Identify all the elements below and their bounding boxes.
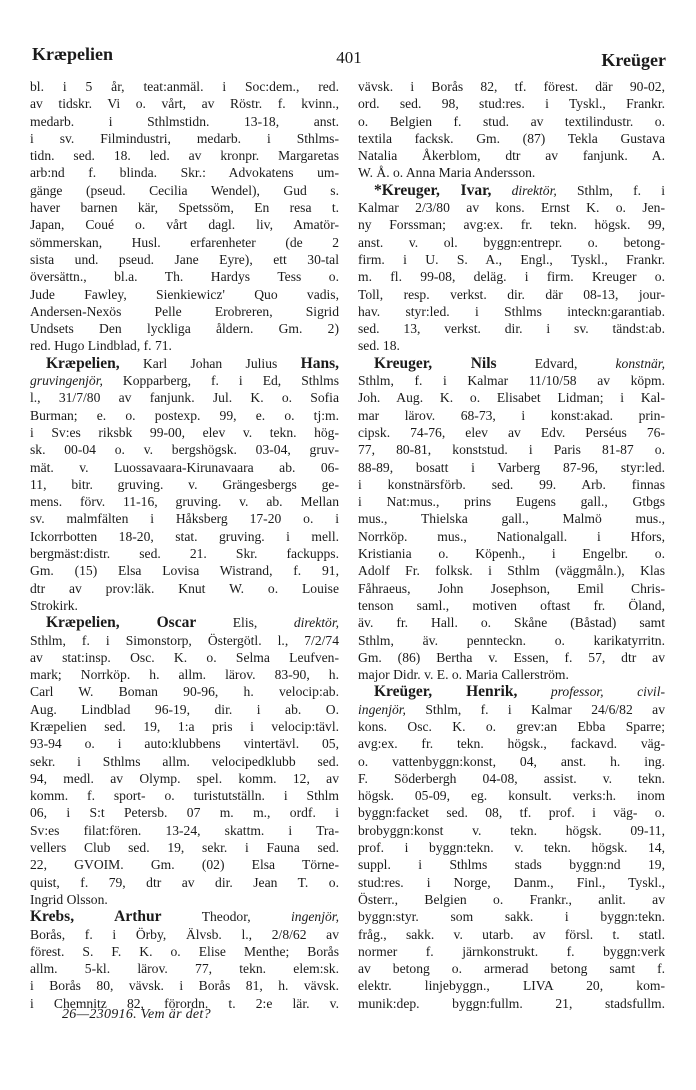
text-line [358,614,665,631]
line-text: Kræpelien sed. 19, 1:a pris i velocip:tävl. [30,718,339,734]
line-text: sista und. pseud. Jane Eyre), ett 30-tal [30,251,339,267]
line-text: äv. fr. Hall. o. Skåne (Båstad) samt [358,615,665,631]
text-line [358,839,665,856]
line-text: komm. f. sport- o. turistutställn. i Sthlm [30,788,339,804]
line-text: anst. v. ol. byggn:entrepr. o. betong- [358,234,665,250]
line-text: ord. sed. 98, stud:res. i Tyskl., Frankr. [358,96,665,112]
text-line [358,960,665,977]
text-line [30,562,339,579]
line-text: Sthlm, f. i Simonstorp, Östergötl. l., 7/2/74 [30,632,339,648]
line-text: haver barnen kär, Spetssöm, En resa t. [30,200,339,216]
line-text: 22, GVOIM. Gm. (02) Elsa Törne- [30,857,339,873]
text-line [30,476,339,493]
text-line [30,164,339,181]
text-line [30,632,339,649]
line-text: quist, f. 79, dtr av dir. Jean T. o. [30,874,339,890]
text-line [358,632,665,649]
line-text: avg:ex. fr. tekn. högsk., fackavd. väg- [358,736,665,752]
line-text: Sthlm, f. i [577,182,665,198]
text-line [358,718,665,735]
text-line [30,735,339,752]
text-line [358,147,665,164]
line-text: 11, bitr. gruving. v. Grängesbergs ge- [30,476,339,492]
line-text: av tidskr. Vi o. vårt, av Röstr. f. kvinn., [30,96,339,112]
line-text: 06, i S:t Petersb. 07 m. m., ordf. i [30,805,339,821]
entry-heading-line [30,355,339,372]
text-line [30,683,339,700]
line-text: textila facksk. Gm. (87) Tekla Gustava [358,130,665,146]
line-text: ny Forssman; avg:ex. fr. tekn. högsk. 99, [358,217,665,233]
occupation: direktör, [293,615,340,631]
text-line [30,787,339,804]
entry-heading-line [358,683,665,700]
line-text: sekr. i Sthlms allm. velocipedklubb sed. [30,753,339,769]
text-line [30,199,339,216]
line-text: Aug. Lindblad 96-19, dir. i ab. O. [30,701,339,717]
text-line [30,666,339,683]
line-text: allm. 5-kl. lärov. 77, tekn. elem:sk. [30,961,339,977]
header-right-term: Kreüger [601,50,666,70]
text-line [30,874,339,891]
text-line [358,597,665,614]
text-line [30,251,339,268]
line-text: prof. i byggn:tekn. v. tekn. högsk. 14, [358,840,665,856]
occupation: direktör, [511,182,557,198]
line-text: cipsk. 74-76, elev av Edv. Perséus 76- [358,424,665,440]
text-line [358,562,665,579]
line-text: förest. S. F. K. o. Elise Menthe; Borås [30,943,339,959]
line-text: byggn:facket sed. 08, tf. prof. i väg- o. [358,805,665,821]
text-line [358,216,665,233]
line-text: vävsk. i Borås 82, tf. förest. där 90-02, [358,79,665,94]
text-line [358,787,665,804]
text-line [358,649,665,666]
line-text: Burman; e. o. postexp. 99, e. o. tj:m. [30,407,339,423]
line-text: bergmäst:distr. sed. 21. Skr. fackupps. [30,546,339,562]
line-text: vellers Club sed. 19, sekr. i Fauna sed. [30,840,339,856]
line-text: Norrköp. mus., Nationalgall. i Hfors, [358,528,665,544]
line-text: Carl W. Boman 90-96, h. velocip:ab. [30,684,339,700]
text-line [30,320,339,337]
text-line [30,113,339,130]
line-text: Sthlm, äv. pennteckn. o. karikatyrritn. [358,632,665,648]
text-line [358,701,665,718]
text-line [30,407,339,424]
line-text: fråg., sakk. v. utarb. av försl. t. statl. [358,926,665,942]
line-text: tenson saml., motiven oftast fr. Öland, [358,597,665,613]
text-line [358,735,665,752]
line-text: Karl Johan Julius [142,355,278,371]
text-line [358,459,665,476]
line-text: kons. Osc. K. o. grev:an Ebba Sparre; [358,718,665,734]
line-text: Gm. (86) Bertha v. Essen, f. 57, dtr av [358,649,665,665]
line-text: Borås, f. i Örby, Älvsb. l., 2/8/62 av [30,926,339,942]
text-line [358,337,665,354]
text-line [358,78,665,95]
text-line [30,804,339,821]
line-text: hav. styr:led. i Sthlms inteckn:garantiab. [358,303,665,319]
line-text: 94, medl. av Olymp. spel. komm. 12, av [30,770,339,786]
text-line [358,407,665,424]
line-text: Gm. (15) Elsa Lovisa Wistrand, f. 91, [30,563,339,579]
entry-name: Kræpelien, [46,354,120,372]
line-text: mark; Norrköp. h. allm. lärov. 83-90, h. [30,667,339,683]
entry-given-name: Hans, [300,354,339,372]
line-text: sed. 13, verkst. dir. i sv. tändst:ab. [358,321,665,337]
text-line [30,459,339,476]
line-text: arb:nd f. blinda. Skr.: Advokatens um- [30,165,339,181]
line-text: i Borås 80, vävsk. i Borås 81, h. vävsk. [30,978,339,994]
line-text: Kristiania o. Köpenh., i Engelbr. o. [358,546,665,562]
text-line [30,95,339,112]
text-line [30,545,339,562]
text-line [358,995,665,1012]
line-text: Ingrid Olsson. [30,891,108,907]
text-line [358,164,665,181]
text-line [358,822,665,839]
text-line [30,337,339,354]
line-text: Joh. Aug. K. o. Elisabet Lidman; i Kal- [358,390,665,406]
entry-name: Kræpelien, Oscar [46,614,197,632]
text-line [358,268,665,285]
line-text: dtr av prov:läk. Knut W. o. Louise [30,580,339,596]
occupation: ingenjör, [291,909,339,925]
text-line [358,891,665,908]
line-text: bl. i 5 år, teat:anmäl. i Soc:dem., red. [30,79,339,94]
text-line [30,943,339,960]
line-text: Strokirk. [30,597,78,613]
line-text: elektr. linjebyggn., LIVA 20, kom- [358,978,665,994]
line-text: normer f. järnkonstrukt. f. byggn:verk [358,943,665,959]
text-line [358,303,665,320]
text-line [358,770,665,787]
text-line [30,597,339,614]
text-line [358,424,665,441]
text-line [30,493,339,510]
text-line [358,320,665,337]
line-text: Edvard, [534,355,578,371]
entry-name: Krebs, Arthur [30,908,162,926]
text-line [30,268,339,285]
line-text: mus., Thielska gall., Malmö mus., [358,511,665,527]
line-text: Natalia Åkerblom, dtr av fanjunk. A. [358,148,665,164]
text-line [358,372,665,389]
text-line [358,943,665,960]
line-text: Ickorrbotten 18-20, stat. gruving. i mell. [30,528,339,544]
line-text: Toll, resp. verkst. dir. där 08-13, jour- [358,286,665,302]
line-text: Kopparberg, f. i Ed, Sthlms [122,373,339,389]
text-line [30,580,339,597]
occupation: professor, civil- [550,684,665,700]
text-line [358,113,665,130]
line-text: mät. v. Luossavaara-Kirunavaara ab. 06- [30,459,339,475]
text-line [30,856,339,873]
line-text: o. vattenbyggn:konst, 04, anst. h. ing. [358,753,665,769]
text-line [358,856,665,873]
line-text: i konstnärsförb. sed. 99. Arb. finnas [358,476,665,492]
entry-heading-line [30,908,339,925]
text-line [358,908,665,925]
text-line [358,804,665,821]
header-left-term: Kræpelien [32,44,113,64]
text-line [358,874,665,891]
line-text: översättn., bl.a. Th. Hardys Tess o. [30,269,339,285]
line-text: stud:res. i Norge, Danm., Finl., Tyskl., [358,874,665,890]
entry-name: Kreuger, Nils [374,354,497,372]
text-line [358,199,665,216]
entry-name: *Kreuger, Ivar, [374,181,492,199]
text-line [30,822,339,839]
text-line [358,476,665,493]
text-line [358,251,665,268]
text-line [30,216,339,233]
line-text: högsk. 05-09, eg. konsult. verks:h. inom [358,788,665,804]
line-text: Adolf Fr. folksk. i Sthlm (väggmåln.), Klas [358,563,665,579]
text-line [30,891,339,908]
footer-signature: 26—230916. Vem är det? [62,1007,211,1022]
text-line [358,389,665,406]
line-text: i sv. Filmindustri, medarb. i Sthlms- [30,130,339,146]
line-text: tidn. sed. 18. led. av kronpr. Margaretas [30,148,339,164]
line-text: F. Söderbergh 04-08, assist. v. tekn. [358,770,665,786]
line-text: av betong o. armerad betong samt f. [358,961,665,977]
line-text: brobyggn:konst v. tekn. högsk. 09-11, [358,822,665,838]
text-line [358,234,665,251]
left-column [30,78,339,1012]
text-line [30,718,339,735]
line-text: i Chemnitz 82, förordn. t. 2:e lär. v. [30,995,339,1011]
right-column [358,78,665,1012]
text-line [358,545,665,562]
line-text: m. fl. 99-08, deläg. i firm. Kreuger o. [358,269,665,285]
line-text: major Didr. v. E. o. Maria Callerström. [358,667,569,683]
text-line [30,389,339,406]
entry-heading-line [358,182,665,199]
entry-heading-line [358,355,665,372]
running-header [32,44,666,74]
line-text: 77, 80-81, konststud. i Paris 81-87 o. [358,442,665,458]
text-line [358,580,665,597]
text-line [30,701,339,718]
text-line [30,977,339,994]
page-number: 401 [336,48,362,67]
line-text: firm. i U. S. A., Engl., Tyskl., Frankr. [358,251,665,267]
text-line [30,78,339,95]
occupation: ingenjör, [358,701,406,717]
line-text: Elis, [232,615,258,631]
line-text: l., 31/7/80 av fanjunk. Jul. K. o. Sofia [30,390,339,406]
text-line [30,510,339,527]
text-line [358,666,665,683]
text-line [358,977,665,994]
line-text: Österr., Belgien o. Frankr., anlit. av [358,891,665,907]
line-text: Theodor, [201,909,251,925]
text-line [358,926,665,943]
line-text: mar lärov. 68-73, i konst:akad. prin- [358,407,665,423]
line-text: Undsets Den lyckliga åldern. Gm. 2) [30,321,339,337]
text-line [358,95,665,112]
text-line [30,753,339,770]
text-line [358,286,665,303]
line-text: Jude Fawley, Sienkiewicz' Quo vadis, [30,286,339,302]
line-text: 88-89, bosatt i Varberg 87-96, styr:led. [358,459,665,475]
text-line [30,147,339,164]
line-text: gänge (pseud. Cecilia Wendel), Gud s. [30,182,339,198]
text-line [30,182,339,199]
text-line [30,528,339,545]
line-text: sömmerskan, Husl. erfarenheter (de 2 [30,234,339,250]
line-text: medarb. i Sthlmstidn. 13-18, anst. [30,113,339,129]
text-line [30,234,339,251]
line-text: W. Å. o. Anna Maria Andersson. [358,165,536,181]
text-line [30,839,339,856]
text-line [30,130,339,147]
text-line [358,441,665,458]
line-text: sk. 00-04 o. v. bergshögsk. 03-04, gruv- [30,442,339,458]
entry-heading-line [30,614,339,631]
line-text: i Sv:es riksbk 99-00, elev v. tekn. hög- [30,424,339,440]
line-text: sed. 18. [358,338,400,354]
line-text: 93-94 o. i auto:klubbens vintertävl. 05, [30,736,339,752]
line-text: Fåhraeus, John Josephson, Emil Chris- [358,580,665,596]
text-line [358,528,665,545]
line-text: o. Belgien f. stud. av textilindustr. o. [358,113,665,129]
line-text: i Nat:mus., prins Eugens gall., Gtbgs [358,494,665,510]
text-line [358,130,665,147]
text-line [358,493,665,510]
entry-name: Kreüger, Henrik, [374,683,518,701]
text-line [30,649,339,666]
line-text: Japan, Coué o. vårt dagl. liv, Amatör- [30,217,339,233]
line-text: Sv:es filat:fören. 13-24, skattm. i Tra- [30,822,339,838]
occupation: gruvingenjör, [30,373,103,389]
line-text: suppl. i Sthlms stads byggn:nd 19, [358,857,665,873]
line-text: av stat:insp. Osc. K. o. Selma Leufven- [30,649,339,665]
text-line [30,926,339,943]
line-text: Sthlm, f. i Kalmar 24/6/82 av [425,701,665,717]
line-text: byggn:styr. som sakk. i byggn:tekn. [358,909,665,925]
text-line [358,753,665,770]
text-line [30,441,339,458]
text-line [30,770,339,787]
text-line [30,960,339,977]
text-line [30,286,339,303]
line-text: sv. malmfälten i Håksberg 17-20 o. i [30,511,339,527]
line-text: Kalmar 2/3/80 av kons. Ernst K. o. Jen- [358,200,665,216]
line-text: mens. förv. 11-16, gruving. v. ab. Mellan [30,494,339,510]
text-line [30,424,339,441]
line-text: munik:dep. byggn:fullm. 21, stadsfullm. [358,995,665,1011]
occupation: konstnär, [615,355,665,371]
line-text: Sthlm, f. i Kalmar 11/10/58 av köpm. [358,373,665,389]
text-line [30,303,339,320]
line-text: red. Hugo Lindblad, f. 71. [30,338,172,354]
text-line [358,510,665,527]
line-text: Andersen-Nexös Pelle Erobreren, Sigrid [30,303,339,319]
text-line [30,372,339,389]
